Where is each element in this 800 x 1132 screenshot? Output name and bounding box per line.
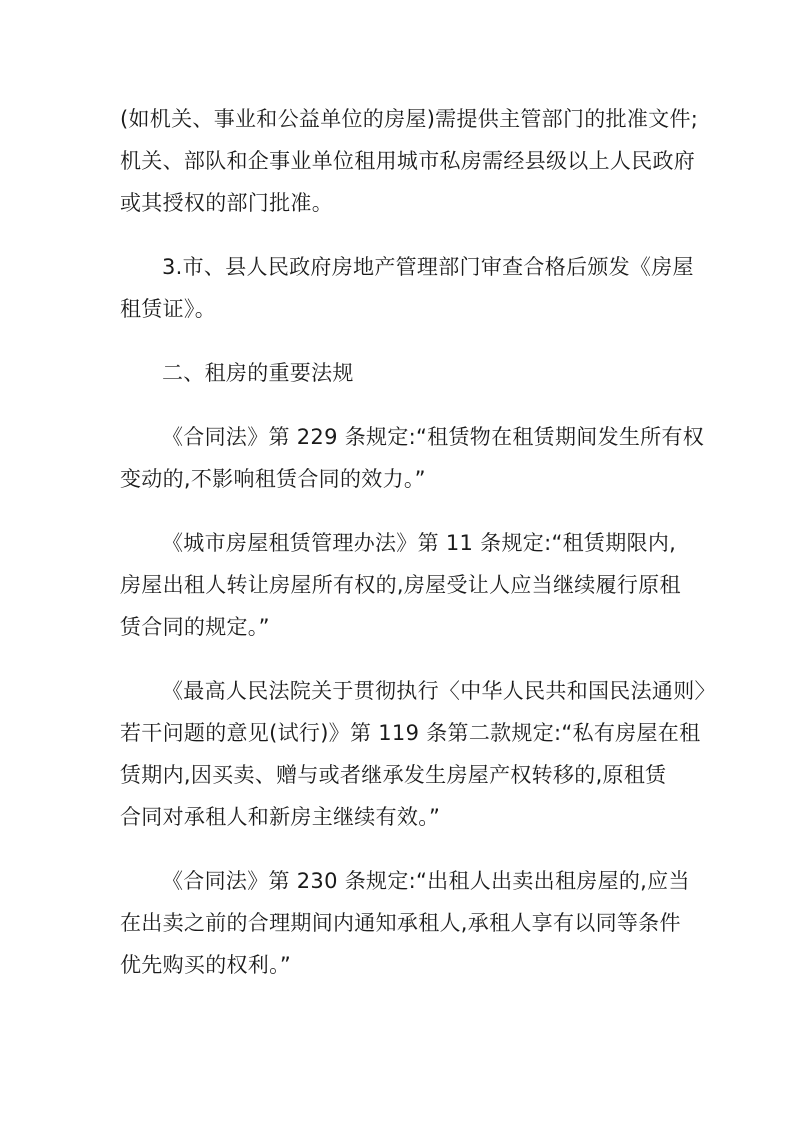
- paragraph-line: 租赁证》。: [120, 297, 216, 321]
- paragraph-line: 变动的,不影响租赁合同的效力。”: [120, 467, 426, 491]
- paragraph-line: 优先购买的权利。”: [120, 953, 292, 977]
- paragraph-line: 《最高人民法院关于贯彻执行〈中华人民共和国民法通则〉: [162, 679, 716, 703]
- paragraph-line: 《合同法》第 229 条规定:“租赁物在租赁期间发生所有权: [162, 425, 705, 449]
- paragraph-line: 房屋出租人转让房屋所有权的,房屋受让人应当继续履行原租: [120, 573, 681, 597]
- paragraph-line: 3.市、县人民政府房地产管理部门审查合格后颁发《房屋: [162, 255, 694, 279]
- paragraph-lease-certificate: [120, 246, 694, 330]
- paragraph-line: 在出卖之前的合理期间内通知承租人,承租人享有以同等条件: [120, 911, 681, 935]
- paragraph-contract-law-229: [120, 416, 705, 500]
- paragraph-lease-management-11: [120, 522, 680, 648]
- paragraph-supreme-court-opinion: [120, 670, 716, 838]
- paragraph-line: 赁合同的规定。”: [120, 615, 270, 639]
- paragraph-line: 若干问题的意见(试行)》第 119 条第二款规定:“私有房屋在租: [120, 721, 701, 745]
- section-heading: [120, 352, 680, 394]
- section-heading-text: 二、租房的重要法规: [162, 361, 354, 385]
- paragraph-contract-law-230: [120, 860, 690, 986]
- document-page: [120, 98, 716, 986]
- paragraph-line: 《城市房屋租赁管理办法》第 11 条规定:“租赁期限内,: [162, 531, 677, 555]
- paragraph-line: 合同对承租人和新房主继续有效。”: [120, 805, 441, 829]
- paragraph-approval-documents: [120, 98, 699, 224]
- paragraph-line: 机关、部队和企事业单位租用城市私房需经县级以上人民政府: [120, 149, 696, 173]
- paragraph-line: 赁期内,因买卖、赠与或者继承发生房屋产权转移的,原租赁: [120, 763, 667, 787]
- paragraph-line: 或其授权的部门批准。: [120, 191, 333, 215]
- paragraph-line: 《合同法》第 230 条规定:“出租人出卖出租房屋的,应当: [162, 869, 690, 893]
- paragraph-line: (如机关、事业和公益单位的房屋)需提供主管部门的批准文件;: [120, 107, 699, 131]
